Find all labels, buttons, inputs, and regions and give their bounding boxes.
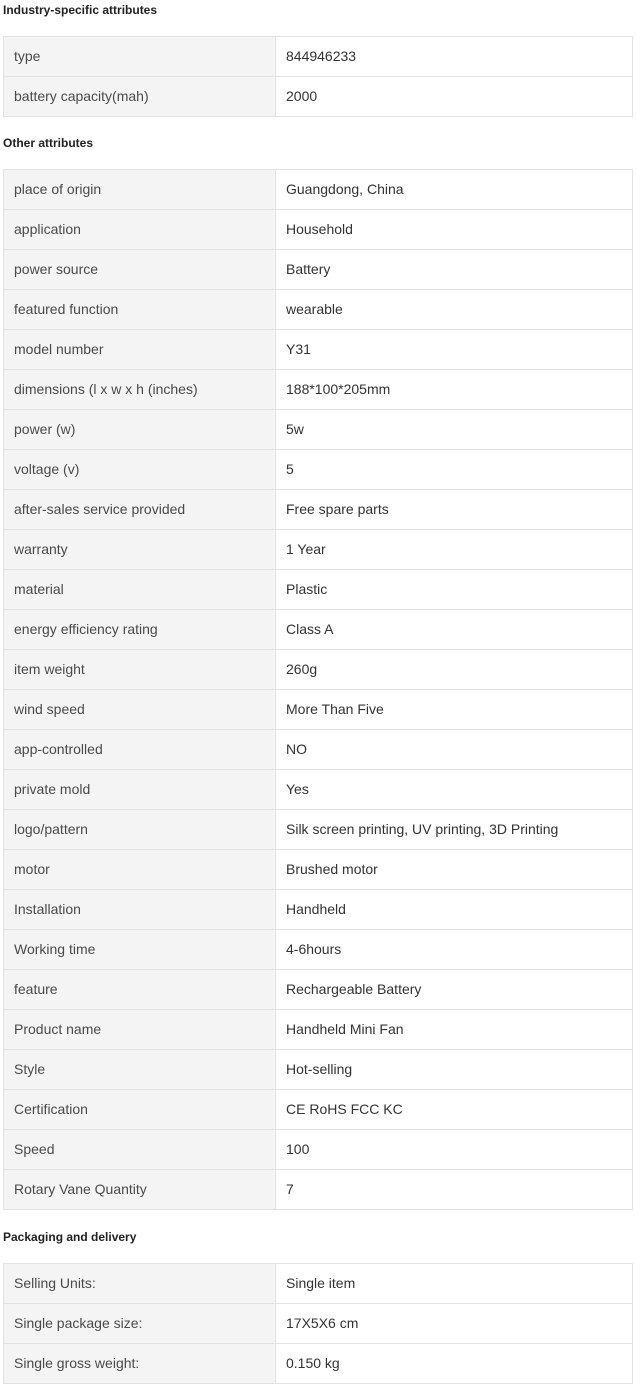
packaging-delivery-table xyxy=(3,1263,633,1384)
table-row xyxy=(4,170,633,210)
attribute-key: power (w) xyxy=(4,410,276,450)
table-row xyxy=(4,77,633,117)
attribute-key: wind speed xyxy=(4,690,276,730)
section-title-packaging-delivery: Packaging and delivery xyxy=(3,1230,137,1244)
attribute-value: Hot-selling xyxy=(276,1050,633,1090)
attribute-key: Style xyxy=(4,1050,276,1090)
attribute-key: battery capacity(mah) xyxy=(4,77,276,117)
attribute-value: wearable xyxy=(276,290,633,330)
table-row xyxy=(4,410,633,450)
table-row xyxy=(4,530,633,570)
table-row xyxy=(4,370,633,410)
table-row xyxy=(4,1050,633,1090)
table-row xyxy=(4,1090,633,1130)
table-row xyxy=(4,890,633,930)
table-row xyxy=(4,1130,633,1170)
attribute-value: Handheld Mini Fan xyxy=(276,1010,633,1050)
table-row xyxy=(4,850,633,890)
attribute-value: 7 xyxy=(276,1170,633,1210)
attribute-value: 2000 xyxy=(276,77,633,117)
table-row xyxy=(4,37,633,77)
table-row xyxy=(4,490,633,530)
other-attributes-table xyxy=(3,169,633,1210)
attribute-value: Battery xyxy=(276,250,633,290)
attribute-key: voltage (v) xyxy=(4,450,276,490)
attribute-key: place of origin xyxy=(4,170,276,210)
section-title-other-attributes: Other attributes xyxy=(3,136,94,150)
attribute-key: Installation xyxy=(4,890,276,930)
attribute-key: Selling Units: xyxy=(4,1264,276,1304)
table-row xyxy=(4,290,633,330)
attribute-key: logo/pattern xyxy=(4,810,276,850)
attribute-key: featured function xyxy=(4,290,276,330)
table-row xyxy=(4,970,633,1010)
table-row xyxy=(4,450,633,490)
attribute-value: 260g xyxy=(276,650,633,690)
table-row xyxy=(4,690,633,730)
attribute-value: Brushed motor xyxy=(276,850,633,890)
table-row xyxy=(4,810,633,850)
attribute-value: More Than Five xyxy=(276,690,633,730)
attribute-key: material xyxy=(4,570,276,610)
attribute-value: Single item xyxy=(276,1264,633,1304)
table-row xyxy=(4,250,633,290)
attribute-value: 0.150 kg xyxy=(276,1344,633,1384)
attribute-key: energy efficiency rating xyxy=(4,610,276,650)
table-row xyxy=(4,930,633,970)
attribute-value: 844946233 xyxy=(276,37,633,77)
attribute-key: after-sales service provided xyxy=(4,490,276,530)
attribute-key: warranty xyxy=(4,530,276,570)
attribute-value: Class A xyxy=(276,610,633,650)
attribute-key: Product name xyxy=(4,1010,276,1050)
table-row xyxy=(4,650,633,690)
attribute-key: model number xyxy=(4,330,276,370)
attribute-value: Handheld xyxy=(276,890,633,930)
attribute-key: type xyxy=(4,37,276,77)
attribute-value: Yes xyxy=(276,770,633,810)
attribute-value: NO xyxy=(276,730,633,770)
attribute-key: Speed xyxy=(4,1130,276,1170)
attribute-key: application xyxy=(4,210,276,250)
table-row xyxy=(4,210,633,250)
attribute-value: Household xyxy=(276,210,633,250)
attribute-value: Y31 xyxy=(276,330,633,370)
attribute-value: Rechargeable Battery xyxy=(276,970,633,1010)
attribute-key: power source xyxy=(4,250,276,290)
attribute-value: CE RoHS FCC KC xyxy=(276,1090,633,1130)
attribute-value: 17X5X6 cm xyxy=(276,1304,633,1344)
attribute-value: Silk screen printing, UV printing, 3D Printing xyxy=(276,810,633,850)
attribute-value: 4-6hours xyxy=(276,930,633,970)
table-row xyxy=(4,1344,633,1384)
attribute-key: item weight xyxy=(4,650,276,690)
table-row xyxy=(4,1304,633,1344)
attribute-key: Certification xyxy=(4,1090,276,1130)
attribute-key: Working time xyxy=(4,930,276,970)
industry-attributes-table xyxy=(3,36,633,117)
attribute-value: Guangdong, China xyxy=(276,170,633,210)
attribute-value: 1 Year xyxy=(276,530,633,570)
table-row xyxy=(4,730,633,770)
table-row xyxy=(4,570,633,610)
attribute-value: 100 xyxy=(276,1130,633,1170)
table-row xyxy=(4,770,633,810)
attribute-value: 5w xyxy=(276,410,633,450)
attribute-value: 5 xyxy=(276,450,633,490)
attribute-value: 188*100*205mm xyxy=(276,370,633,410)
attribute-key: Single package size: xyxy=(4,1304,276,1344)
table-row xyxy=(4,610,633,650)
attribute-key: private mold xyxy=(4,770,276,810)
attribute-key: dimensions (l x w x h (inches) xyxy=(4,370,276,410)
table-row xyxy=(4,1010,633,1050)
attribute-value: Free spare parts xyxy=(276,490,633,530)
attribute-value: Plastic xyxy=(276,570,633,610)
attribute-key: feature xyxy=(4,970,276,1010)
table-row xyxy=(4,1170,633,1210)
table-row xyxy=(4,1264,633,1304)
section-title-industry-specific: Industry-specific attributes xyxy=(3,3,158,17)
table-row xyxy=(4,330,633,370)
attribute-key: Single gross weight: xyxy=(4,1344,276,1384)
attribute-key: Rotary Vane Quantity xyxy=(4,1170,276,1210)
attribute-key: app-controlled xyxy=(4,730,276,770)
attribute-key: motor xyxy=(4,850,276,890)
